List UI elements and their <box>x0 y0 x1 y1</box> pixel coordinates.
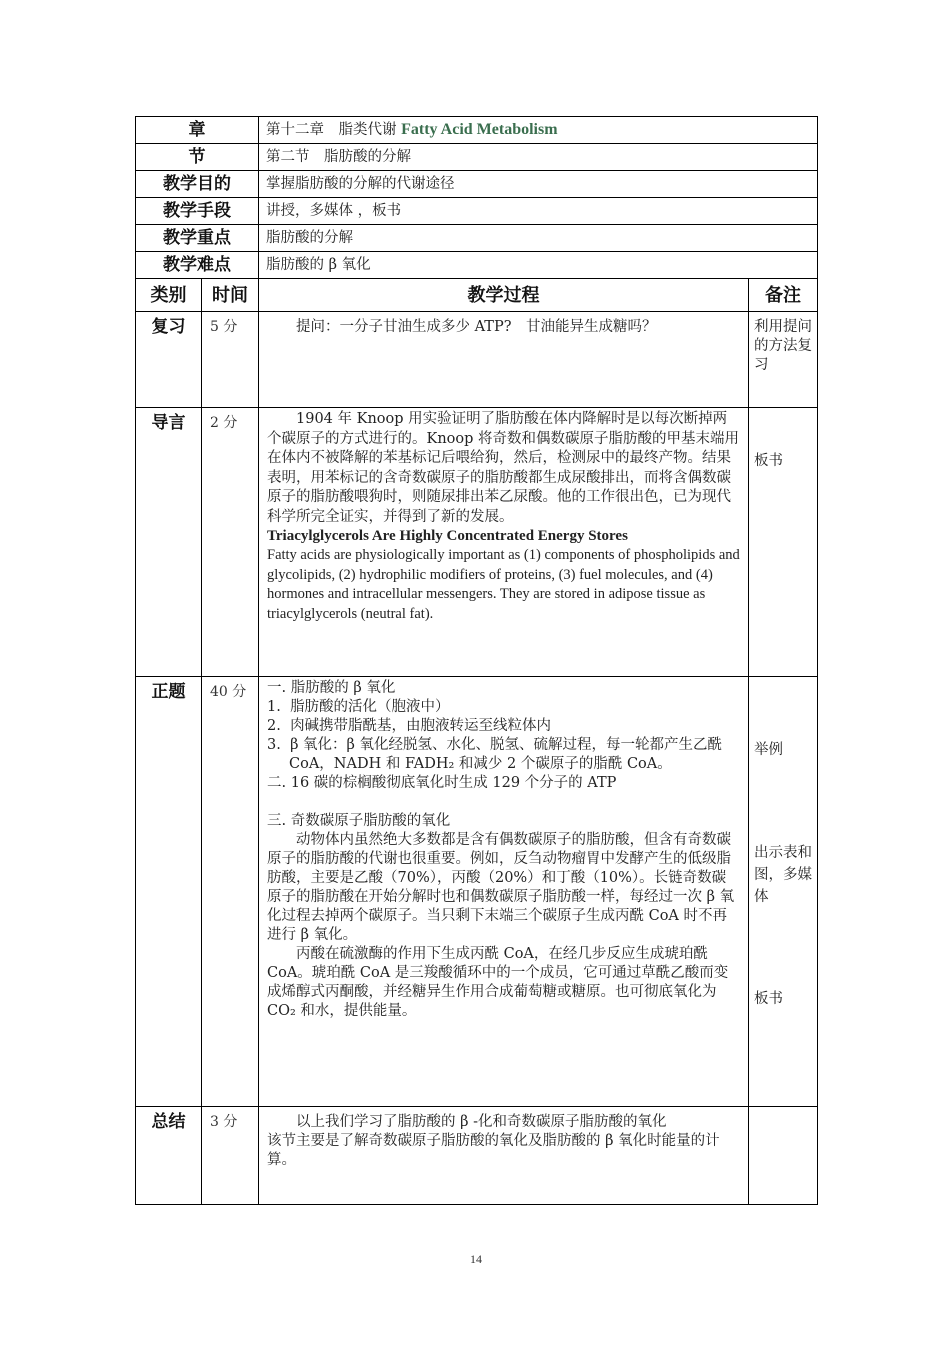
info-row-chapter <box>136 117 818 144</box>
intro-category: 导言 <box>136 408 202 677</box>
intro-time: 2 分 <box>202 408 259 677</box>
main-item-2: 2. 肉碱携带脂酰基，由胞液转运至线粒体内 <box>267 718 552 734</box>
difficulty-value: 脂肪酸的 β 氧化 <box>259 252 818 279</box>
summary-category: 总结 <box>136 1107 202 1205</box>
page-number: 14 <box>470 1252 482 1266</box>
summary-row <box>136 1107 818 1205</box>
main-time: 40 分 <box>202 677 259 1107</box>
chapter-en: Fatty Acid Metabolism <box>401 121 558 138</box>
main-row <box>136 677 818 1107</box>
main-s3-title: 三. 奇数碳原子脂肪酸的氧化 <box>267 813 451 829</box>
summary-line-2: 该节主要是了解奇数碳原子脂肪酸的氧化及脂肪酸的 β 氧化时能量的计算。 <box>267 1133 720 1168</box>
summary-time: 3 分 <box>202 1107 259 1205</box>
method-label: 教学手段 <box>136 198 259 225</box>
main-p2: 丙酸在硫激酶的作用下生成丙酰 CoA，在经几步反应生成琥珀酰 CoA。琥珀酰 CoA 是三羧酸循环中的一个成员，它可通过草酰乙酸而变成烯醇式丙酮酸，并经糖异生作用合成葡萄糖或糖原。也可彻底氧化为 CO₂ 和水，提供能量。 <box>267 946 729 1019</box>
header-time: 时间 <box>202 279 259 312</box>
main-category: 正题 <box>136 677 202 1107</box>
chapter-value <box>259 117 818 144</box>
summary-note <box>749 1107 818 1205</box>
review-note: 利用提问的方法复习 <box>749 312 818 408</box>
info-row-focus <box>136 225 818 252</box>
review-time: 5 分 <box>202 312 259 408</box>
intro-note: 板书 <box>749 408 818 677</box>
main-note-1: 举例 <box>754 742 783 758</box>
intro-en-text: Fatty acids are physiologically important as (1) components of phospholipids and glycolipids, (2) hydrophilic modifiers of proteins, (3) fuel molecules, and (4) hormones and intracellular messengers. They are stored in adipose tissue as triacylglycerols (neutral fat). <box>267 547 740 622</box>
header-category: 类别 <box>136 279 202 312</box>
main-note-3: 板书 <box>754 991 783 1007</box>
intro-en-title: Triacylglycerols Are Highly Concentrated Energy Stores <box>267 528 628 544</box>
section-value: 第二节 脂肪酸的分解 <box>259 144 818 171</box>
summary-line-1: 以上我们学习了脂肪酸的 β -化和奇数碳原子脂肪酸的氧化 <box>296 1114 667 1130</box>
info-row-method <box>136 198 818 225</box>
main-note-2: 出示表和图，多媒体 <box>754 845 812 905</box>
info-row-section <box>136 144 818 171</box>
main-process <box>259 677 749 1107</box>
header-notes: 备注 <box>749 279 818 312</box>
main-item-3: 3. β 氧化：β 氧化经脱氢、水化、脱氢、硫解过程，每一轮都产生乙酰 CoA，NADH 和 FADH₂ 和减少 2 个碳原子的脂酰 CoA。 <box>267 737 723 772</box>
method-value: 讲授，多媒体 ，板书 <box>259 198 818 225</box>
lesson-plan-table <box>135 116 818 1205</box>
section-label: 节 <box>136 144 259 171</box>
header-process: 教学过程 <box>259 279 749 312</box>
chapter-label: 章 <box>136 117 259 144</box>
review-process <box>259 312 749 408</box>
intro-paragraph: 1904 年 Knoop 用实验证明了脂肪酸在体内降解时是以每次断掉两个碳原子的方式进行的。Knoop 将奇数和偶数碳原子脂肪酸的甲基末端用在体内不被降解的苯基标记后喂给狗，然后，检测尿中的最终产物。结果表明，用苯标记的含奇数碳原子的脂肪酸都生成尿酸排出，而将含偶数碳原子的脂肪酸喂狗时，则随尿排出苯乙尿酸。他的工作很出色，已为现代科学所完全证实，并得到了新的发展。 <box>267 411 740 525</box>
header-row <box>136 279 818 312</box>
focus-label: 教学重点 <box>136 225 259 252</box>
info-row-difficulty <box>136 252 818 279</box>
chapter-cn: 第十二章 脂类代谢 <box>266 122 397 138</box>
main-p1: 动物体内虽然绝大多数都是含有偶数碳原子的脂肪酸，但含有奇数碳原子的脂肪酸的代谢也很重要。例如，反刍动物瘤胃中发酵产生的低级脂肪酸，主要是乙酸（70%），丙酸（20%）和丁酸（10%）。长链奇数碳原子的脂肪酸在开始分解时也和偶数碳原子脂肪酸一样，每经过一次 β 氧化过程去掉两个碳原子。当只剩下末端三个碳原子生成丙酰 CoA 时不再进行 β 氧化。 <box>267 832 735 943</box>
intro-process <box>259 408 749 677</box>
main-s1-title: 一. 脂肪酸的 β 氧化 <box>267 680 396 696</box>
objective-value: 掌握脂肪酸的分解的代谢途径 <box>259 171 818 198</box>
focus-value: 脂肪酸的分解 <box>259 225 818 252</box>
summary-process <box>259 1107 749 1205</box>
main-notes <box>749 677 818 1107</box>
main-s2-title: 二. 16 碳的棕榈酸彻底氧化时生成 129 个分子的 ATP <box>267 775 617 791</box>
main-item-1: 1. 脂肪酸的活化（胞液中） <box>267 699 450 715</box>
info-row-objective <box>136 171 818 198</box>
review-text: 提问：一分子甘油生成多少 ATP? 甘油能异生成糖吗？ <box>296 319 657 335</box>
review-category: 复习 <box>136 312 202 408</box>
intro-row <box>136 408 818 677</box>
objective-label: 教学目的 <box>136 171 259 198</box>
difficulty-label: 教学难点 <box>136 252 259 279</box>
review-row <box>136 312 818 408</box>
